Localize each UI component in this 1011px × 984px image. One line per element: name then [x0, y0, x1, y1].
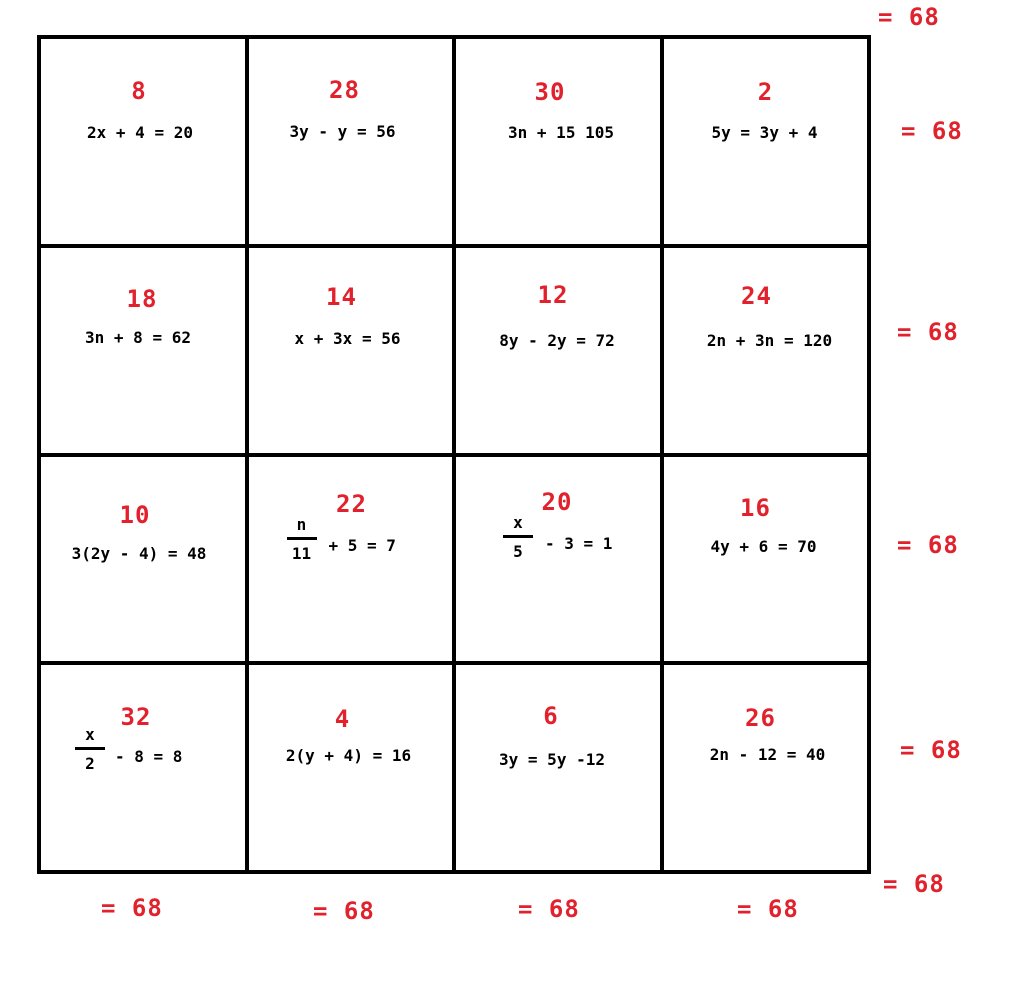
fraction: [75, 725, 105, 774]
magic-square-grid: [37, 35, 871, 874]
cell-answer: 4: [334, 705, 351, 734]
cell-answer: 20: [541, 487, 573, 516]
cell-answer: 8: [131, 77, 147, 105]
cell-equation: 8y - 2y = 72: [499, 330, 615, 350]
cell-equation: 2n + 3n = 120: [706, 330, 833, 350]
fraction-bar: [503, 535, 533, 538]
row-sum-4: = 68: [900, 736, 962, 764]
row-sum-3: = 68: [897, 531, 959, 559]
cell-equation: 5y = 3y + 4: [711, 123, 818, 142]
cell-answer: 32: [120, 703, 152, 732]
cell-equation-rest: + 5 = 7: [328, 535, 396, 555]
fraction-numerator: n: [296, 514, 307, 534]
cell-answer: 28: [329, 76, 360, 104]
fraction-numerator: x: [513, 512, 523, 532]
fraction-bar: [75, 747, 105, 750]
cell-equation: 2n - 12 = 40: [709, 745, 826, 765]
cell-1-3: [456, 39, 660, 244]
cell-2-1: [41, 248, 245, 453]
fraction-numerator: x: [85, 725, 95, 745]
cell-equation: 3y - y = 56: [289, 122, 396, 141]
cell-answer: 24: [741, 281, 772, 310]
cell-2-3: [456, 248, 660, 453]
cell-1-1: [41, 39, 245, 244]
row-sum-2: = 68: [897, 318, 959, 346]
cell-3-1: [41, 457, 245, 662]
cell-answer: 12: [537, 280, 569, 309]
cell-answer: 16: [740, 493, 771, 522]
cell-answer: 18: [126, 284, 158, 313]
cell-equation: 3(2y - 4) = 48: [71, 543, 207, 563]
cell-2-2: [249, 248, 453, 453]
cell-4-3: [456, 665, 660, 870]
cell-equation-rest: - 3 = 1: [545, 533, 613, 553]
cell-2-4: [664, 248, 868, 453]
cell-3-3: [456, 457, 660, 662]
row-sum-1: = 68: [901, 117, 963, 145]
cell-answer: 10: [119, 500, 151, 529]
fraction-denominator: 5: [513, 541, 523, 561]
cell-1-2: [249, 39, 453, 244]
cell-4-4: [664, 665, 868, 870]
fraction-denominator: 2: [85, 754, 95, 774]
column-sum-2: = 68: [313, 897, 375, 925]
cell-equation: 4y + 6 = 70: [710, 536, 817, 556]
cell-equation: 2x + 4 = 20: [87, 123, 193, 142]
fraction-bar: [287, 537, 317, 540]
cell-answer: 2: [757, 78, 774, 106]
cell-1-4: [664, 39, 868, 244]
cell-3-2: [249, 457, 453, 662]
fraction-denominator: 11: [291, 543, 312, 563]
cell-equation: 3y = 5y -12: [499, 750, 605, 770]
cell-equation: 3n + 8 = 62: [85, 327, 191, 347]
cell-answer: 14: [326, 282, 357, 311]
fraction: [503, 513, 533, 562]
cell-answer: 26: [745, 704, 776, 733]
cell-answer: 30: [534, 78, 566, 106]
fraction: [287, 515, 317, 564]
diagonal-sum-top: = 68: [878, 3, 940, 31]
column-sum-4: = 68: [737, 895, 799, 923]
cell-answer: 6: [543, 702, 559, 731]
column-sum-1: = 68: [101, 894, 163, 922]
cell-3-4: [664, 457, 868, 662]
cell-4-2: [249, 665, 453, 870]
cell-4-1: [41, 665, 245, 870]
cell-equation-rest: - 8 = 8: [115, 747, 183, 767]
diagonal-sum-bottom: = 68: [883, 870, 945, 898]
cell-equation: x + 3x = 56: [294, 328, 401, 348]
cell-answer: 22: [336, 489, 367, 518]
cell-equation: 3n + 15 105: [508, 123, 614, 142]
cell-equation: 2(y + 4) = 16: [285, 746, 412, 766]
column-sum-3: = 68: [518, 895, 580, 923]
